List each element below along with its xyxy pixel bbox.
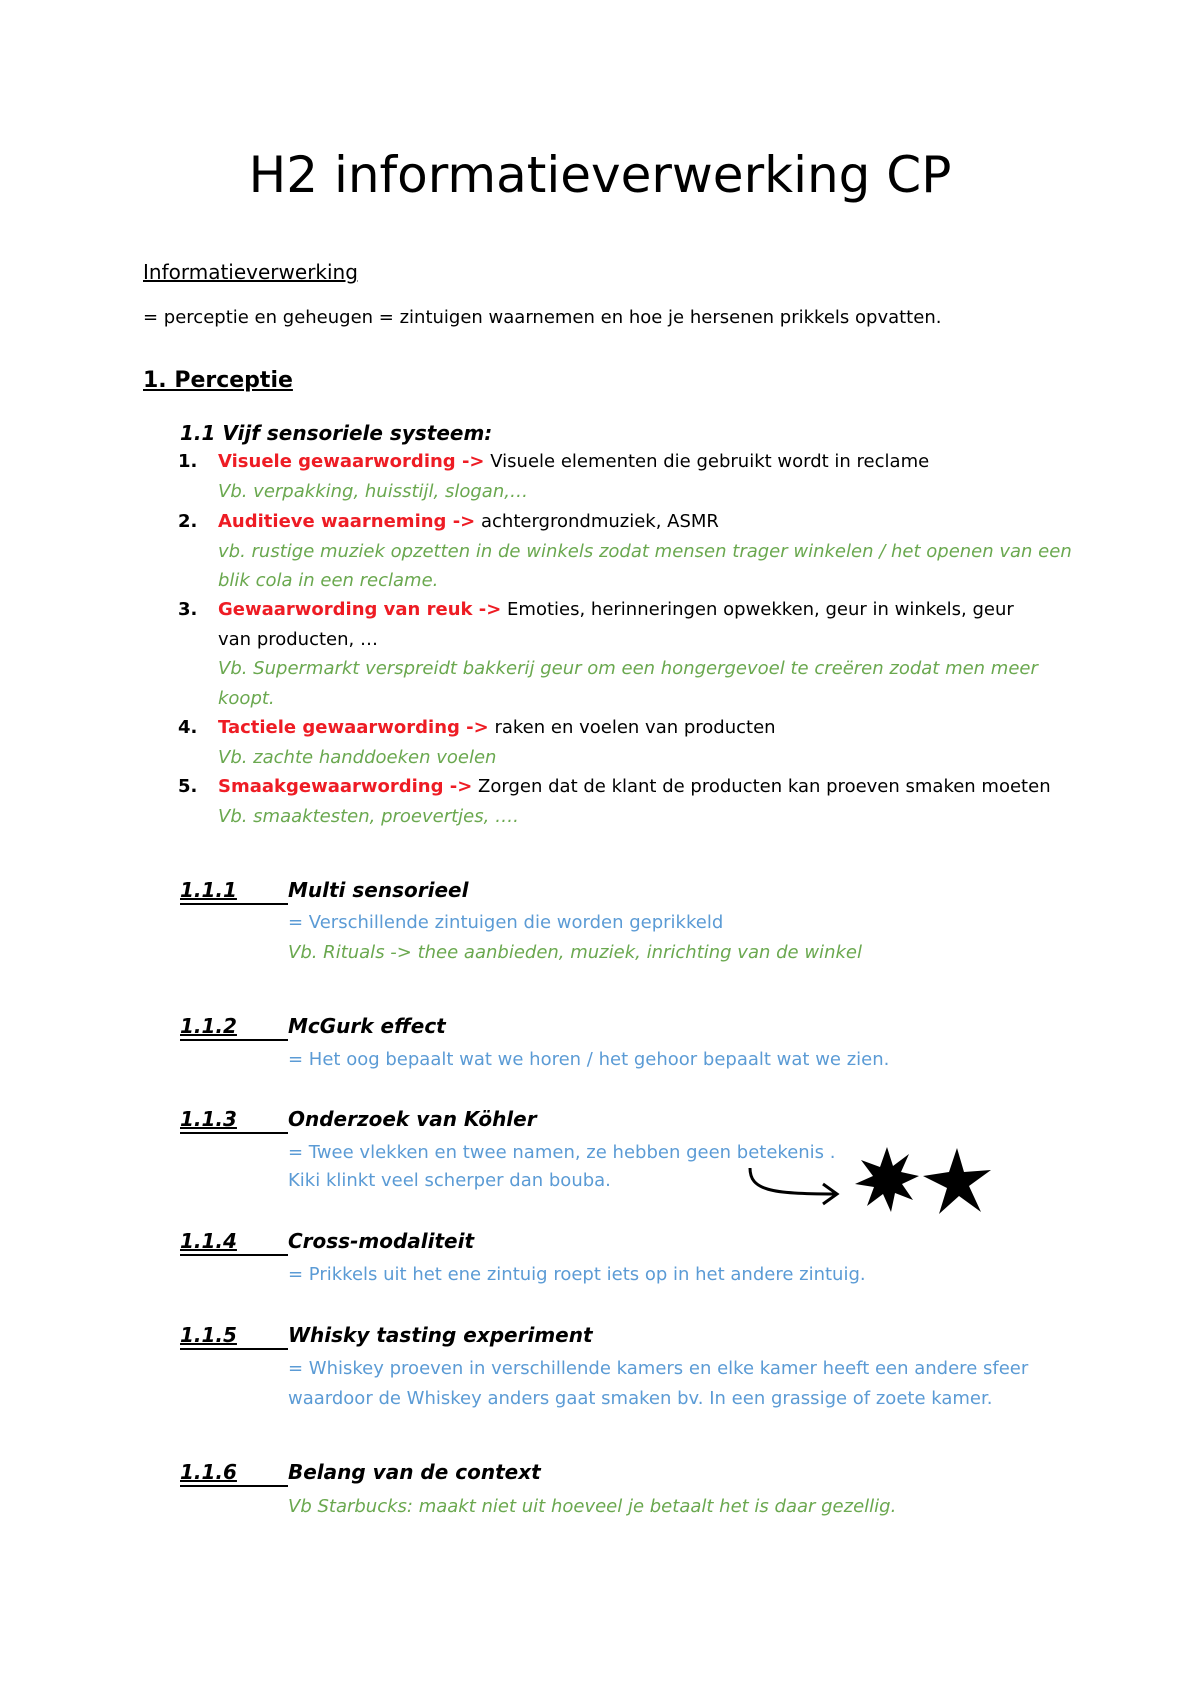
subsection-definition: waardoor de Whiskey anders gaat smaken bv. In een grassige of zoete kamer.: [288, 1388, 993, 1409]
list-text: Zorgen dat de klant de producten kan proeven smaken moeten: [472, 776, 1051, 797]
list-text: Emoties, herinneringen opwekken, geur in winkels, geur van producten, …: [218, 599, 1014, 650]
subsection-example: Vb Starbucks: maakt niet uit hoeveel je betaalt het is daar gezellig.: [288, 1496, 897, 1517]
list-example: vb. rustige muziek opzetten in de winkels zodat mensen trager winkelen / het openen van een blik cola in een reclame.: [218, 540, 1072, 591]
list-text: Visuele elementen die gebruikt wordt in reclame: [484, 451, 930, 472]
subsection-definition: Kiki klinkt veel scherper dan bouba.: [288, 1170, 611, 1191]
subsection-definition: = Whiskey proeven in verschillende kamers en elke kamer heeft een andere sfeer: [288, 1358, 1029, 1379]
subsection-title: Whisky tasting experiment: [288, 1323, 593, 1347]
splat-shape-icon: [855, 1147, 919, 1212]
subsection-title: Cross-modaliteit: [288, 1229, 475, 1253]
curved-arrow-icon: [750, 1168, 835, 1194]
list-example: Vb. verpakking, huisstijl, slogan,…: [218, 480, 528, 502]
list-term: Visuele gewaarwording ->: [218, 451, 485, 472]
document-title: H2 informatieverwerking CP: [248, 146, 952, 204]
subsection-definition: = Het oog bepaalt wat we horen / het gehoor bepaalt wat we zien.: [288, 1049, 890, 1070]
list-term: Smaakgewaarwording ->: [218, 776, 473, 797]
section-subheading: 1.1 Vijf sensoriele systeem:: [180, 421, 493, 445]
kiki-bouba-figure: [745, 1140, 1005, 1220]
subsection-title: Belang van de context: [288, 1460, 541, 1484]
subsection-number: 1.1.3: [180, 1107, 237, 1131]
list-example: Vb. smaaktesten, proevertjes, ….: [218, 805, 519, 827]
list-item: [180, 772, 1080, 831]
subsection-underline: [180, 903, 288, 905]
list-term: Tactiele gewaarwording ->: [218, 717, 489, 738]
list-number: 1.: [178, 451, 198, 472]
subsection-underline: [180, 1039, 288, 1041]
subsection-title: Onderzoek van Köhler: [288, 1107, 537, 1131]
subsection-number: 1.1.5: [180, 1323, 237, 1347]
list-item: [180, 447, 1080, 506]
list-text: raken en voelen van producten: [488, 717, 776, 738]
subsection-definition: = Twee vlekken en twee namen, ze hebben geen betekenis .: [288, 1142, 836, 1163]
list-number: 4.: [178, 717, 198, 738]
subsection-number: 1.1.1: [180, 878, 237, 902]
subsection-underline: [180, 1348, 288, 1350]
subsection-number: 1.1.4: [180, 1229, 237, 1253]
list-example: Vb. zachte handdoeken voelen: [218, 746, 497, 768]
subsection-title: Multi sensorieel: [288, 878, 469, 902]
subsection-underline: [180, 1254, 288, 1256]
list-text: achtergrondmuziek, ASMR: [475, 511, 719, 532]
list-number: 3.: [178, 599, 198, 620]
subsection-number: 1.1.6: [180, 1460, 237, 1484]
subsection-underline: [180, 1132, 288, 1134]
subsection-number: 1.1.2: [180, 1014, 237, 1038]
list-term: Gewaarwording van reuk ->: [218, 599, 502, 620]
intro-definition: = perceptie en geheugen = zintuigen waarnemen en hoe je hersenen prikkels opvatten.: [143, 307, 942, 328]
subsection-definition: = Prikkels uit het ene zintuig roept iets op in het andere zintuig.: [288, 1264, 866, 1285]
star-shape-icon: [923, 1148, 991, 1214]
subsection-title: McGurk effect: [288, 1014, 446, 1038]
list-number: 5.: [178, 776, 198, 797]
list-item: [180, 507, 1080, 596]
list-number: 2.: [178, 511, 198, 532]
subsection-underline: [180, 1485, 288, 1487]
list-item: [180, 713, 1080, 772]
list-item: [180, 595, 1080, 713]
section-heading: 1. Perceptie: [143, 368, 293, 393]
subsection-definition: = Verschillende zintuigen die worden geprikkeld: [288, 912, 724, 933]
subsection-example: Vb. Rituals -> thee aanbieden, muziek, inrichting van de winkel: [288, 942, 862, 963]
intro-heading: Informatieverwerking: [143, 260, 358, 284]
list-example: Vb. Supermarkt verspreidt bakkerij geur om een hongergevoel te creëren zodat men meer koopt.: [218, 658, 1038, 709]
list-term: Auditieve waarneming ->: [218, 511, 476, 532]
